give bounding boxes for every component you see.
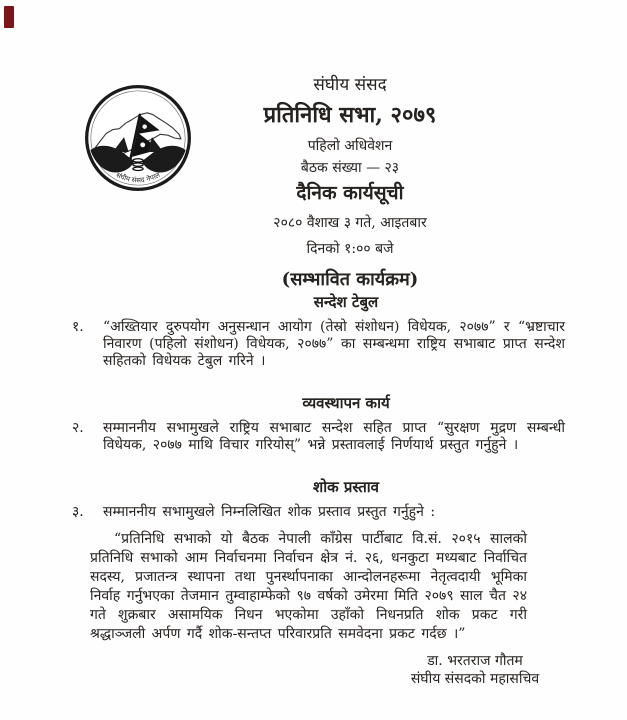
section-heading: सन्देश टेबुल: [313, 293, 379, 311]
org-name: संघीय संसद: [313, 75, 387, 95]
secretary-general-title: संघीय संसदको महासचिव: [410, 671, 540, 687]
meeting-time: दिनको १:०० बजे: [306, 240, 394, 257]
corner-mark: [4, 6, 14, 28]
item-number: ३.: [72, 504, 84, 520]
agenda-body: [72, 292, 565, 688]
logo-caption: संघीय संसद नेपाल: [114, 170, 162, 185]
session-label: पहिलो अधिवेशन: [307, 137, 393, 154]
item-text: “अख्तियार दुरुपयोग अनुसन्धान आयोग (तेस्रो संशोधन) विधेयक, २०७७” र “भ्रष्टाचार निवारण (पहिलो संशोधन) विधेयक, २०७७” का सम्बन्धमा राष्ट्रिय सभाबाट प्राप्त सन्देश सहितको विधेयक टेबुल गरिने ।: [103, 319, 565, 369]
section-condolence-motion: [72, 477, 565, 644]
meeting-number: बैठक संख्या — २३: [300, 159, 400, 176]
item-text: सम्माननीय सभामुखले निम्नलिखित शोक प्रस्ताव प्रस्तुत गर्नुहुने :: [103, 504, 436, 520]
secretary-general-name: डा. भरतराज गौतम: [427, 653, 523, 669]
agenda-item: [72, 504, 565, 521]
signature-block: [385, 653, 565, 688]
meeting-date: २०८० वैशाख ३ गते, आइतबार: [273, 214, 427, 231]
item-number: १.: [72, 319, 84, 335]
section-heading: व्यवस्थापन कार्य: [302, 394, 390, 412]
agenda-item: [72, 420, 565, 454]
item-text: सम्माननीय सभामुखले राष्ट्रिय सभाबाट सन्देश सहित प्राप्त “सुरक्षण मुद्रण सम्बन्धी विधेयक, २०७७ माथि विचार गरियोस्” भन्ने प्रस्तावलाई निर्णयार्थ प्रस्तुत गर्नुहुने ।: [103, 420, 565, 453]
section-message-table: [72, 292, 565, 370]
condolence-motion-text: “प्रतिनिधि सभाको यो बैठक नेपाली काँग्रेस पार्टीबाट वि.सं. २०१५ सालको प्रतिनिधि सभाको आम निर्वाचनमा निर्वाचन क्षेत्र नं. २६, धनकुटा मध्यबाट निर्वाचित सदस्य, प्रजातन्त्र स्थापना तथा पुनर्स्थापनाका आन्दोलनहरूमा नेतृत्वदायी भूमिका निर्वाह गर्नुभएका तेजमान तुम्वाहाम्फेको ९७ वर्षको उमेरमा मिति २०७९ साल चैत २४ गते शुक्रबार असामयिक निधन भएकोमा उहाँको निधनप्रति शोक प्रकट गरी श्रद्धाञ्जली अर्पण गर्दै शोक-सन्तप्त परिवारप्रति समवेदना प्रकट गर्दछ ।”: [90, 531, 527, 642]
agenda-item: [72, 319, 565, 370]
document-header: [120, 76, 580, 291]
item-number: २.: [72, 420, 84, 436]
section-heading: शोक प्रस्ताव: [313, 478, 379, 496]
section-legislative-business: [72, 393, 565, 454]
house-title: प्रतिनिधि सभा, २०७९: [263, 101, 437, 128]
tentative-programme-label: (सम्भावित कार्यक्रम): [281, 269, 419, 291]
document-title: दैनिक कार्यसूची: [296, 182, 404, 205]
